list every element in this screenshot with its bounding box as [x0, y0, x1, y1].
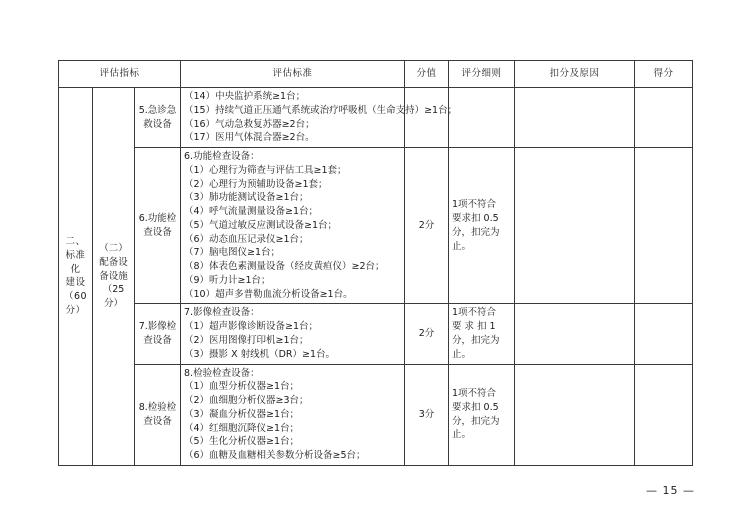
- page-number: — 15 —: [646, 484, 695, 497]
- item-cell: [135, 364, 181, 465]
- scoring-detail-cell: [449, 304, 515, 364]
- standard-cell: [181, 148, 405, 304]
- evaluation-table: [58, 60, 693, 466]
- standard-line: （7）脑电图仪≥1台；: [184, 247, 281, 259]
- rule-line: 止。: [452, 240, 472, 252]
- subcategory-cell: [93, 88, 135, 466]
- header-score-value: 分值: [405, 61, 449, 88]
- standard-line: （2）血细胞分析仪器≥3台；: [184, 395, 309, 407]
- standard-line: （4）红细胞沉降仪≥1台；: [184, 422, 300, 434]
- standard-line: （9）听力计≥1台；: [184, 274, 271, 286]
- final-score-cell: [635, 304, 693, 364]
- rule-line: 分，扣完为: [452, 335, 500, 347]
- subcategory-line-2: 配备设: [99, 256, 128, 268]
- rule-line: 1项不符合: [452, 199, 497, 211]
- header-standard: 评估标准: [181, 61, 405, 88]
- subcategory-line-3: 备设施: [99, 270, 128, 282]
- table-header-row: [59, 61, 693, 88]
- score-value-cell: 2分: [405, 148, 449, 304]
- item-line-1: 8.检验检: [138, 401, 177, 413]
- score-value-cell: [405, 88, 449, 148]
- standard-line: （1）超声影像诊断设备≥1台；: [184, 321, 319, 333]
- standard-cell: [181, 88, 458, 148]
- header-deduction-reason: 扣分及原因: [515, 61, 635, 88]
- category-line-2: 标准化: [65, 249, 86, 275]
- scoring-detail-cell: [449, 88, 515, 148]
- standard-line: （4）呼气流量测量设备≥1台；: [184, 206, 319, 218]
- score-value-cell: 3分: [405, 364, 449, 465]
- final-score-cell: [635, 364, 693, 465]
- rule-line: 止。: [452, 429, 472, 441]
- item-cell: [135, 148, 181, 304]
- rule-line: 1项不符合: [452, 388, 497, 400]
- deduction-reason-cell: [515, 148, 635, 304]
- standard-line: （3）摄影 X 射线机（DR）≥1台。: [184, 348, 336, 360]
- standard-line: （16）气动急救复苏器≥2台；: [184, 118, 315, 130]
- standard-line: （10）超声多普勒血流分析设备≥1台。: [184, 288, 353, 300]
- scoring-detail-cell: [449, 148, 515, 304]
- header-scoring-detail: 评分细则: [449, 61, 515, 88]
- final-score-cell: [635, 148, 693, 304]
- deduction-reason-cell: [515, 304, 635, 364]
- rule-line: 要求扣 0.5: [452, 213, 499, 224]
- item-line-2: 查设备: [143, 415, 172, 427]
- subcategory-line-1: （二）: [99, 243, 128, 255]
- item-line-2: 查设备: [143, 335, 172, 347]
- standard-line: （2）心理行为预辅助设备≥1套；: [184, 178, 328, 190]
- standard-line: （1）心理行为筛查与评估工具≥1套；: [184, 164, 347, 176]
- rule-line: 止。: [452, 348, 472, 360]
- item-line-2: 查设备: [143, 226, 172, 238]
- standard-line: （3）肺功能测试设备≥1台；: [184, 192, 309, 204]
- subcategory-line-4: （25: [102, 284, 125, 296]
- category-line-1: 二、: [65, 236, 86, 248]
- item-line-2: 救设备: [143, 118, 172, 130]
- item-line-1: 6.功能检: [138, 213, 177, 224]
- rule-line: 分，扣完为: [452, 415, 500, 427]
- standard-line: （1）血型分析仪器≥1台；: [184, 381, 300, 393]
- category-line-4: （60分）: [63, 291, 88, 316]
- table-row: [59, 304, 693, 364]
- standard-line: （8）体表色素测量设备（经皮黄疸仪）≥2台；: [184, 261, 385, 273]
- standard-line: 6.功能检查设备：: [184, 151, 260, 163]
- scoring-detail-cell: [449, 364, 515, 465]
- standard-line: （3）凝血分析仪器≥1台；: [184, 408, 300, 420]
- standard-line: （14）中央监护系统≥1台；: [184, 91, 306, 102]
- rule-line: 要求扣 0.5: [452, 401, 499, 413]
- item-line-1: 5.急诊急: [138, 104, 177, 116]
- standard-line: 8.检验检查设备：: [184, 367, 260, 379]
- item-cell: [135, 304, 181, 364]
- category-line-3: 建设: [65, 277, 86, 289]
- header-final-score: 得分: [635, 61, 693, 88]
- standard-line: 7.影像检查设备：: [184, 307, 260, 319]
- item-cell: [135, 88, 181, 148]
- table-row: [59, 88, 693, 148]
- standard-line: （5）气道过敏反应测试设备≥1台；: [184, 219, 338, 231]
- rule-line: 分，扣完为: [452, 226, 500, 238]
- rule-line: 1项不符合: [452, 307, 497, 319]
- standard-line: （15）持续气道正压通气系统或治疗呼吸机（生命支持）≥1台；: [184, 104, 458, 116]
- header-indicator: 评估指标: [59, 61, 181, 88]
- standard-line: （2）医用图像打印机≥1台；: [184, 335, 309, 347]
- table-row: [59, 364, 693, 465]
- subcategory-line-5: 分）: [103, 298, 123, 310]
- standard-line: （6）血糖及血糖相关参数分析设备≥5台；: [184, 450, 366, 462]
- rule-line: 要 求 扣 1: [452, 321, 496, 333]
- item-line-1: 7.影像检: [138, 321, 177, 333]
- standard-line: （5）生化分析仪器≥1台；: [184, 436, 300, 448]
- category-cell: [59, 88, 93, 466]
- table-row: [59, 148, 693, 304]
- deduction-reason-cell: [515, 88, 635, 148]
- standard-line: （6）动态血压记录仪≥1台；: [184, 233, 309, 245]
- deduction-reason-cell: [515, 364, 635, 465]
- final-score-cell: [635, 88, 693, 148]
- standard-cell: [181, 364, 405, 465]
- standard-cell: [181, 304, 405, 364]
- score-value-cell: 2分: [405, 304, 449, 364]
- standard-line: （17）医用气体混合器≥2台。: [184, 132, 315, 144]
